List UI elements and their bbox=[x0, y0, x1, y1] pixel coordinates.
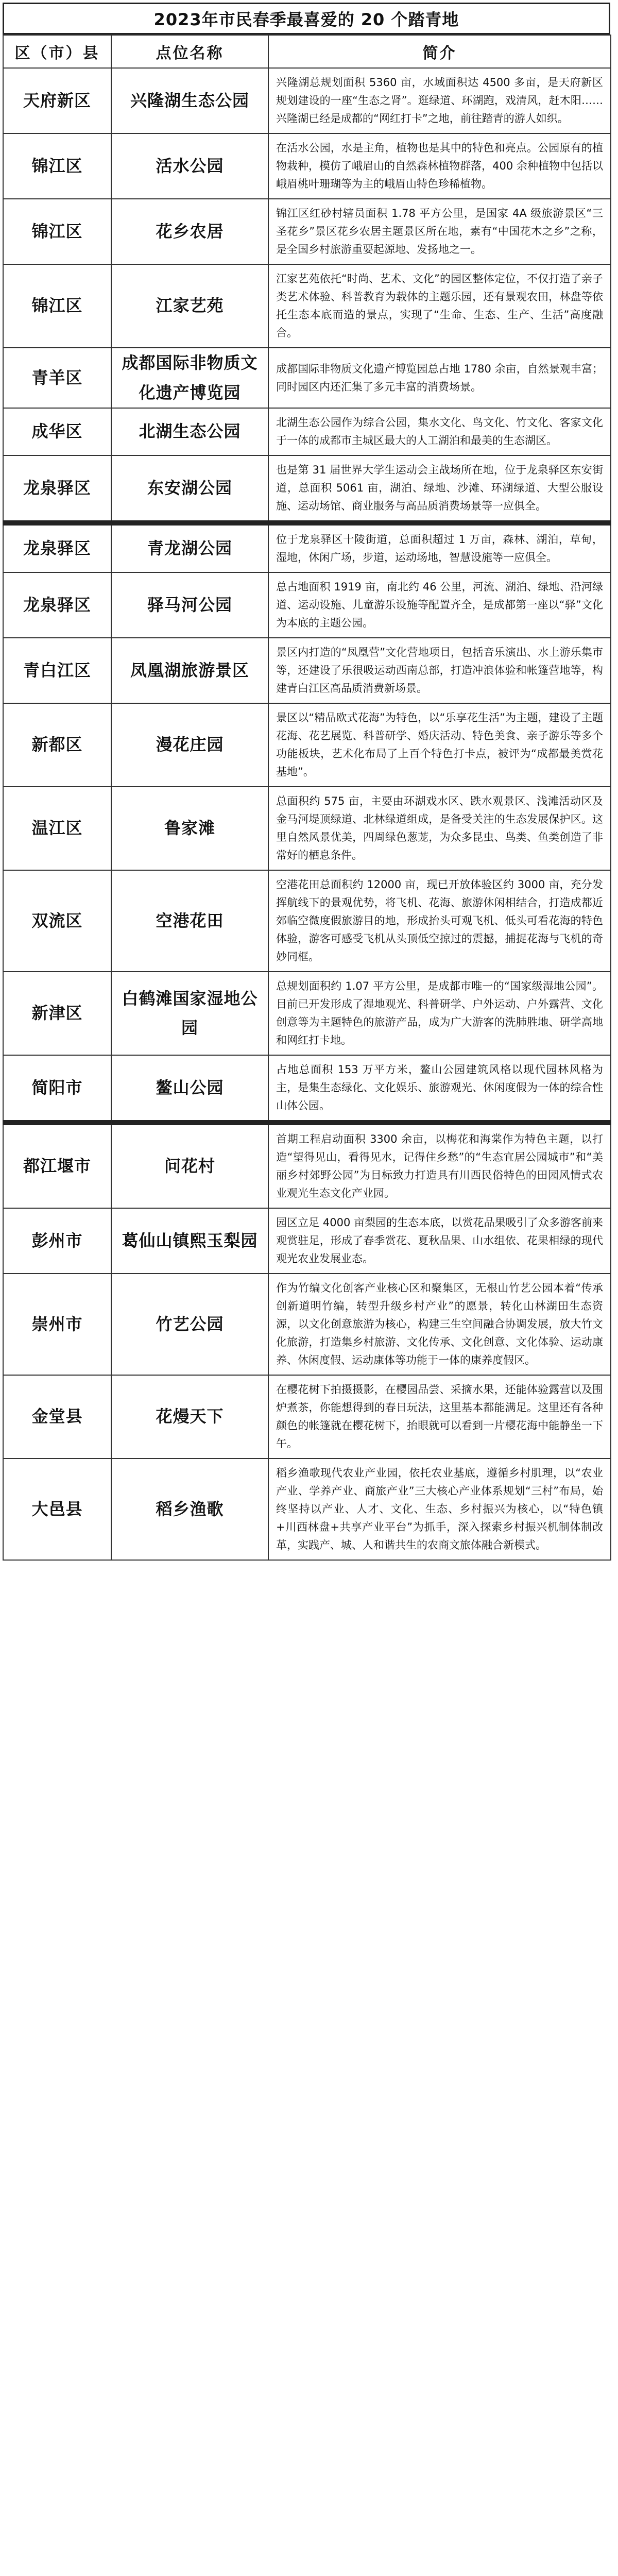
place-name-cell: 东安湖公园 bbox=[111, 455, 268, 523]
intro-cell: 锦江区红砂村辖员面积 1.78 平方公里，是国家 4A 级旅游景区“三圣花乡”景区花乡农居主题景区所在地，素有“中国花木之乡”之称，是全国乡村旅游重要起源地、发扬地之一。 bbox=[268, 199, 611, 264]
table-row bbox=[3, 972, 611, 1055]
intro-cell: 园区立足 4000 亩梨园的生态本底，以赏花品果吸引了众多游客前来观赏驻足，形成了春季赏花、夏秋品果、山水组依、花果相绿的现代观光农业发展业态。 bbox=[268, 1208, 611, 1274]
district-cell: 龙泉驿区 bbox=[3, 455, 111, 523]
table-row bbox=[3, 523, 611, 572]
place-name-cell: 兴隆湖生态公园 bbox=[111, 68, 268, 133]
place-name-cell: 凤凰湖旅游景区 bbox=[111, 638, 268, 703]
district-cell: 金堂县 bbox=[3, 1375, 111, 1459]
table-body bbox=[3, 68, 611, 1560]
document-page bbox=[3, 3, 610, 1561]
place-name-cell: 驿马河公园 bbox=[111, 572, 268, 638]
table-row bbox=[3, 408, 611, 455]
place-name-cell: 花乡农居 bbox=[111, 199, 268, 264]
intro-cell: 总面积约 575 亩，主要由环湖戏水区、跌水观景区、浅滩活动区及金马河堤顶绿道、北林绿道组成，是备受关注的生态发展保护区。这里自然风景优美，四周绿色葱茏，为众多昆虫、鸟类、鱼类创造了非常好的栖息条件。 bbox=[268, 787, 611, 870]
place-name-cell: 成都国际非物质文化遗产博览园 bbox=[111, 348, 268, 408]
place-name-cell: 鲁家滩 bbox=[111, 787, 268, 870]
district-cell: 青羊区 bbox=[3, 348, 111, 408]
district-cell: 崇州市 bbox=[3, 1274, 111, 1375]
intro-cell: 景区内打造的“凤凰营”文化营地项目，包括音乐演出、水上游乐集市等，还建设了乐很吸运动西南总部，打造冲浪体验和帐篷营地等，构建青白江区高品质消费新场景。 bbox=[268, 638, 611, 703]
table-row bbox=[3, 199, 611, 264]
table-row bbox=[3, 133, 611, 199]
table-row bbox=[3, 1055, 611, 1123]
intro-cell: 成都国际非物质文化遗产博览园总占地 1780 余亩，自然景观丰富；同时园区内还汇集了多元丰富的消费场景。 bbox=[268, 348, 611, 408]
intro-cell: 总占地面积 1919 亩，南北约 46 公里，河流、湖泊、绿地、沿河绿道、运动设施、儿童游乐设施等配置齐全，是成都第一座以“驿”文化为本底的主题公园。 bbox=[268, 572, 611, 638]
table-row bbox=[3, 264, 611, 348]
intro-cell: 江家艺苑依托“时尚、艺术、文化”的园区整体定位，不仅打造了亲子类艺术体验、科普教育为载体的主题乐园，还有景观农田，林盘等依托生态本底而造的景点，实现了“生命、生态、生产、生活”高度融合。 bbox=[268, 264, 611, 348]
intro-cell: 作为竹编文化创客产业核心区和聚集区，无根山竹艺公园本着“传承创新道明竹编，转型升级乡村产业”的愿景，转化山林湖田生态资源，以文化创意旅游为核心，构建三生空间融合协调发展，放大竹文化旅游，打造集乡村旅游、文化传承、文化创意、文化体验、运动康养、休闲度假、运动康体等功能于一体的康养度假区。 bbox=[268, 1274, 611, 1375]
table-row bbox=[3, 1375, 611, 1459]
intro-cell: 空港花田总面积约 12000 亩，现已开放体验区约 3000 亩，充分发挥航线下的景观优势，将飞机、花海、旅游休闲相结合，打造成都近郊临空微度假旅游目的地，形成抬头可观飞机、低头可看花海的特色体验，游客可感受飞机从头顶低空掠过的震撼，捕捉花海与飞机的奇妙同框。 bbox=[268, 870, 611, 972]
intro-cell: 北湖生态公园作为综合公园，集水文化、鸟文化、竹文化、客家文化于一体的成都市主城区最大的人工湖泊和最美的生态湖区。 bbox=[268, 408, 611, 455]
place-name-cell: 稻乡渔歌 bbox=[111, 1459, 268, 1560]
place-name-cell: 问花村 bbox=[111, 1123, 268, 1208]
place-name-cell: 活水公园 bbox=[111, 133, 268, 199]
table-row bbox=[3, 1123, 611, 1208]
table-row bbox=[3, 348, 611, 408]
place-name-cell: 青龙湖公园 bbox=[111, 523, 268, 572]
place-name-cell: 漫花庄园 bbox=[111, 703, 268, 787]
intro-cell: 总规划面积约 1.07 平方公里，是成都市唯一的“国家级湿地公园”。目前已开发形成了湿地观光、科普研学、户外运动、户外露营、文化创意等为主题特色的旅游产品，成为广大游客的洗肺胜地、研学高地和网红打卡地。 bbox=[268, 972, 611, 1055]
district-cell: 天府新区 bbox=[3, 68, 111, 133]
table-row bbox=[3, 1208, 611, 1274]
district-cell: 大邑县 bbox=[3, 1459, 111, 1560]
header-row bbox=[3, 35, 611, 68]
place-name-cell: 葛仙山镇熙玉梨园 bbox=[111, 1208, 268, 1274]
table-row bbox=[3, 1274, 611, 1375]
table-row bbox=[3, 1459, 611, 1560]
table-row bbox=[3, 455, 611, 523]
intro-cell: 也是第 31 届世界大学生运动会主战场所在地，位于龙泉驿区东安街道，总面积 5061 亩，湖泊、绿地、沙滩、环湖绿道、大型公服设施、运动场馆、商业服务与高品质消费场景等一应俱全。 bbox=[268, 455, 611, 523]
header-intro: 简介 bbox=[268, 35, 611, 68]
place-name-cell: 江家艺苑 bbox=[111, 264, 268, 348]
place-name-cell: 白鹤滩国家湿地公园 bbox=[111, 972, 268, 1055]
district-cell: 都江堰市 bbox=[3, 1123, 111, 1208]
intro-cell: 首期工程启动面积 3300 余亩，以梅花和海棠作为特色主题，以打造“望得见山，看得见水，记得住乡愁”的“生态宜居公园城市”和“美丽乡村郊野公园”为目标致力打造具有川西民俗特色的田园风情式农业观光生态文化产业园。 bbox=[268, 1123, 611, 1208]
district-cell: 成华区 bbox=[3, 408, 111, 455]
district-cell: 龙泉驿区 bbox=[3, 523, 111, 572]
district-cell: 锦江区 bbox=[3, 199, 111, 264]
district-cell: 锦江区 bbox=[3, 133, 111, 199]
header-place: 点位名称 bbox=[111, 35, 268, 68]
district-cell: 双流区 bbox=[3, 870, 111, 972]
district-cell: 龙泉驿区 bbox=[3, 572, 111, 638]
table-row bbox=[3, 572, 611, 638]
header-district: 区（市）县 bbox=[3, 35, 111, 68]
place-name-cell: 竹艺公园 bbox=[111, 1274, 268, 1375]
district-cell: 彭州市 bbox=[3, 1208, 111, 1274]
district-cell: 新都区 bbox=[3, 703, 111, 787]
table-row bbox=[3, 638, 611, 703]
spots-table bbox=[3, 35, 611, 1561]
intro-cell: 占地总面积 153 万平方米，鳌山公园建筑风格以现代园林风格为主，是集生态绿化、文化娱乐、旅游观光、休闲度假为一体的综合性山体公园。 bbox=[268, 1055, 611, 1123]
district-cell: 简阳市 bbox=[3, 1055, 111, 1123]
place-name-cell: 北湖生态公园 bbox=[111, 408, 268, 455]
table-row bbox=[3, 68, 611, 133]
district-cell: 温江区 bbox=[3, 787, 111, 870]
intro-cell: 景区以“精品欧式花海”为特色，以“乐享花生活”为主题，建设了主题花海、花艺展览、科普研学、婚庆活动、特色美食、亲子游乐等多个功能板块，艺术化布局了上百个特色打卡点，被评为“成都最美赏花基地”。 bbox=[268, 703, 611, 787]
document-title: 2023年市民春季最喜爱的 20 个踏青地 bbox=[3, 3, 610, 35]
intro-cell: 稻乡渔歌现代农业产业园，依托农业基底，遵循乡村肌理，以“农业产业、学养产业、商旅产业”三大核心产业体系规划“三村”布局，始终坚持以产业、人才、文化、生态、乡村振兴为核心，以“特色镇+川西林盘+共享产业平台”为抓手，深入探索乡村振兴机制体制改革，实践产、城、人和谐共生的农商文旅体融合新模式。 bbox=[268, 1459, 611, 1560]
intro-cell: 兴隆湖总规划面积 5360 亩，水域面积达 4500 多亩，是天府新区规划建设的一座“生态之肾”。逛绿道、环湖跑，戏清风，赶木阳……兴隆湖已经是成都的“网红打卡”之地，前往踏青的游人如织。 bbox=[268, 68, 611, 133]
place-name-cell: 花熳天下 bbox=[111, 1375, 268, 1459]
table-row bbox=[3, 787, 611, 870]
district-cell: 新津区 bbox=[3, 972, 111, 1055]
table-row bbox=[3, 703, 611, 787]
district-cell: 锦江区 bbox=[3, 264, 111, 348]
table-row bbox=[3, 870, 611, 972]
intro-cell: 在活水公园，水是主角，植物也是其中的特色和亮点。公园原有的植物栽种，模仿了峨眉山的自然森林植物群落，400 余种植物中包括以峨眉桃叶珊瑚等为主的峨眉山特色珍稀植物。 bbox=[268, 133, 611, 199]
intro-cell: 位于龙泉驿区十陵街道，总面积超过 1 万亩，森林、湖泊，草甸，湿地，休闲广场，步道，运动场地，智慧设施等一应俱全。 bbox=[268, 523, 611, 572]
place-name-cell: 空港花田 bbox=[111, 870, 268, 972]
district-cell: 青白江区 bbox=[3, 638, 111, 703]
place-name-cell: 鳌山公园 bbox=[111, 1055, 268, 1123]
intro-cell: 在樱花树下拍摄摄影，在樱园品尝、采摘水果，还能体验露营以及围炉煮茶，你能想得到的春日玩法，这里基本都能满足。这里还有各种颜色的帐篷就在樱花树下，抬眼就可以看到一片樱花海中能静坐一下午。 bbox=[268, 1375, 611, 1459]
